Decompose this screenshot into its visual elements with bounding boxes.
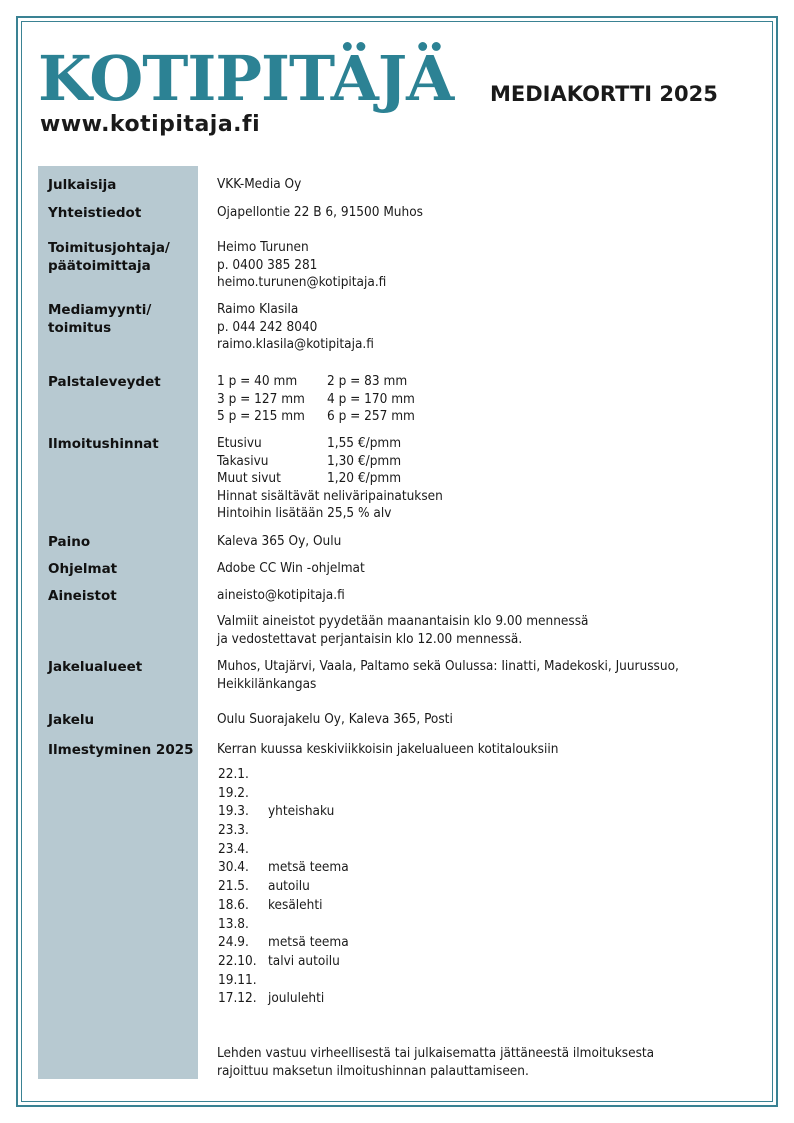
front-page-label: Etusivu [217, 435, 262, 451]
print-label: Paino [48, 534, 91, 550]
columns-label: Palstaleveydet [48, 374, 161, 390]
publication-date: 24.9. [218, 934, 249, 951]
logo: KOTIPITÄJÄ [38, 42, 454, 115]
sales-label-line1: Mediamyynti/ [48, 302, 152, 318]
materials-note-2: ja vedostettavat perjantaisin klo 12.00 mennessä. [217, 630, 523, 647]
publication-date-row [218, 784, 418, 803]
publication-date-row [218, 765, 418, 784]
back-page-price: 1,30 €/pmm [327, 452, 402, 469]
ceo-label-line2: päätoimittaja [48, 258, 151, 274]
publication-date: 19.11. [218, 971, 257, 988]
liability-note-line-1: Lehden vastuu virheellisestä tai julkaisematta jättäneestä ilmoituksesta [217, 1045, 655, 1061]
other-pages-label: Muut sivut [217, 470, 281, 486]
other-pages-price: 1,20 €/pmm [327, 470, 402, 486]
prices-note-2: Hintoihin lisätään 25,5 % alv [217, 505, 392, 521]
areas-value [217, 658, 679, 693]
ceo-email[interactable]: heimo.turunen@kotipitaja.fi [217, 274, 387, 290]
publication-date: 19.3. [218, 803, 249, 820]
publication-date-row [218, 971, 418, 990]
sales-label-line2: toimitus [48, 320, 112, 336]
column-width-4: 4 p = 170 mm [327, 390, 415, 407]
prices-label: Ilmoitushinnat [48, 436, 159, 452]
sales-phone: p. 044 242 8040 [217, 318, 318, 335]
ceo-label [48, 239, 170, 275]
columns-value [217, 373, 477, 426]
areas-label: Jakelualueet [48, 659, 143, 675]
publication-date-row [218, 877, 418, 896]
publication-theme: metsä teema [268, 934, 349, 951]
publication-date: 13.8. [218, 915, 249, 932]
materials-email[interactable]: aineisto@kotipitaja.fi [217, 587, 345, 603]
publication-date-row [218, 933, 418, 952]
software-label: Ohjelmat [48, 561, 118, 577]
publication-date: 19.2. [218, 784, 249, 801]
distribution-value: Oulu Suorajakelu Oy, Kaleva 365, Posti [217, 711, 453, 727]
publication-date: 23.4. [218, 840, 249, 857]
page-title: MEDIAKORTTI 2025 [490, 82, 718, 106]
publisher-label: Julkaisija [48, 177, 117, 193]
publication-theme: yhteishaku [268, 803, 335, 820]
software-value: Adobe CC Win -ohjelmat [217, 560, 365, 576]
publication-date: 17.12. [218, 990, 257, 1007]
back-page-label: Takasivu [217, 452, 269, 469]
column-width-5: 5 p = 215 mm [217, 408, 305, 424]
materials-note-1: Valmiit aineistot pyydetään maanantaisin klo 9.00 mennessä [217, 613, 589, 629]
front-page-price: 1,55 €/pmm [327, 435, 402, 451]
publication-date-row [218, 858, 418, 877]
publication-date-row [218, 915, 418, 934]
website-url[interactable]: www.kotipitaja.fi [40, 112, 261, 137]
publication-date-row [218, 952, 418, 971]
ceo-name: Heimo Turunen [217, 239, 309, 255]
column-width-2: 2 p = 83 mm [327, 373, 408, 389]
publication-date: 30.4. [218, 859, 249, 876]
areas-line-2: Heikkilänkangas [217, 675, 317, 692]
distribution-label: Jakelu [48, 712, 95, 728]
publication-date-row [218, 840, 418, 859]
publication-theme: kesälehti [268, 896, 323, 913]
column-width-1: 1 p = 40 mm [217, 373, 298, 389]
publication-date: 21.5. [218, 878, 249, 895]
ceo-value [217, 239, 386, 292]
contact-value: Ojapellontie 22 B 6, 91500 Muhos [217, 204, 423, 220]
sales-label [48, 301, 151, 337]
publication-date-row [218, 802, 418, 821]
liability-note [217, 1045, 654, 1080]
sales-value [217, 301, 374, 354]
column-width-6: 6 p = 257 mm [327, 408, 415, 424]
schedule-label: Ilmestyminen 2025 [48, 742, 194, 758]
publication-theme: metsä teema [268, 859, 349, 876]
sales-name: Raimo Klasila [217, 301, 299, 317]
publication-date: 22.1. [218, 766, 249, 782]
liability-note-line-2: rajoittuu maksetun ilmoitushinnan palauttamiseen. [217, 1062, 529, 1079]
publication-theme: talvi autoilu [268, 952, 340, 969]
contact-label: Yhteistiedot [48, 205, 142, 221]
prices-note-1: Hinnat sisältävät neliväripainatuksen [217, 487, 443, 504]
materials-note [217, 613, 589, 648]
publication-date-row [218, 989, 418, 1008]
materials-label: Aineistot [48, 588, 117, 604]
publication-date-row [218, 821, 418, 840]
areas-line-1: Muhos, Utajärvi, Vaala, Paltamo sekä Oulussa: Iinatti, Madekoski, Juurussuo, [217, 658, 679, 674]
column-width-3: 3 p = 127 mm [217, 390, 305, 407]
publication-date-row [218, 896, 418, 915]
publication-theme: joululehti [268, 990, 325, 1007]
publication-theme: autoilu [268, 878, 310, 895]
publication-date: 23.3. [218, 822, 249, 839]
publication-date-list [218, 765, 418, 1008]
prices-value [217, 435, 517, 523]
ceo-phone: p. 0400 385 281 [217, 256, 318, 273]
sales-email[interactable]: raimo.klasila@kotipitaja.fi [217, 336, 374, 352]
publication-date: 18.6. [218, 896, 249, 913]
publisher-value: VKK-Media Oy [217, 176, 302, 192]
schedule-intro: Kerran kuussa keskiviikkoisin jakelualueen kotitalouksiin [217, 741, 559, 757]
ceo-label-line1: Toimitusjohtaja/ [48, 240, 170, 256]
print-value: Kaleva 365 Oy, Oulu [217, 533, 342, 549]
publication-date: 22.10. [218, 952, 257, 969]
